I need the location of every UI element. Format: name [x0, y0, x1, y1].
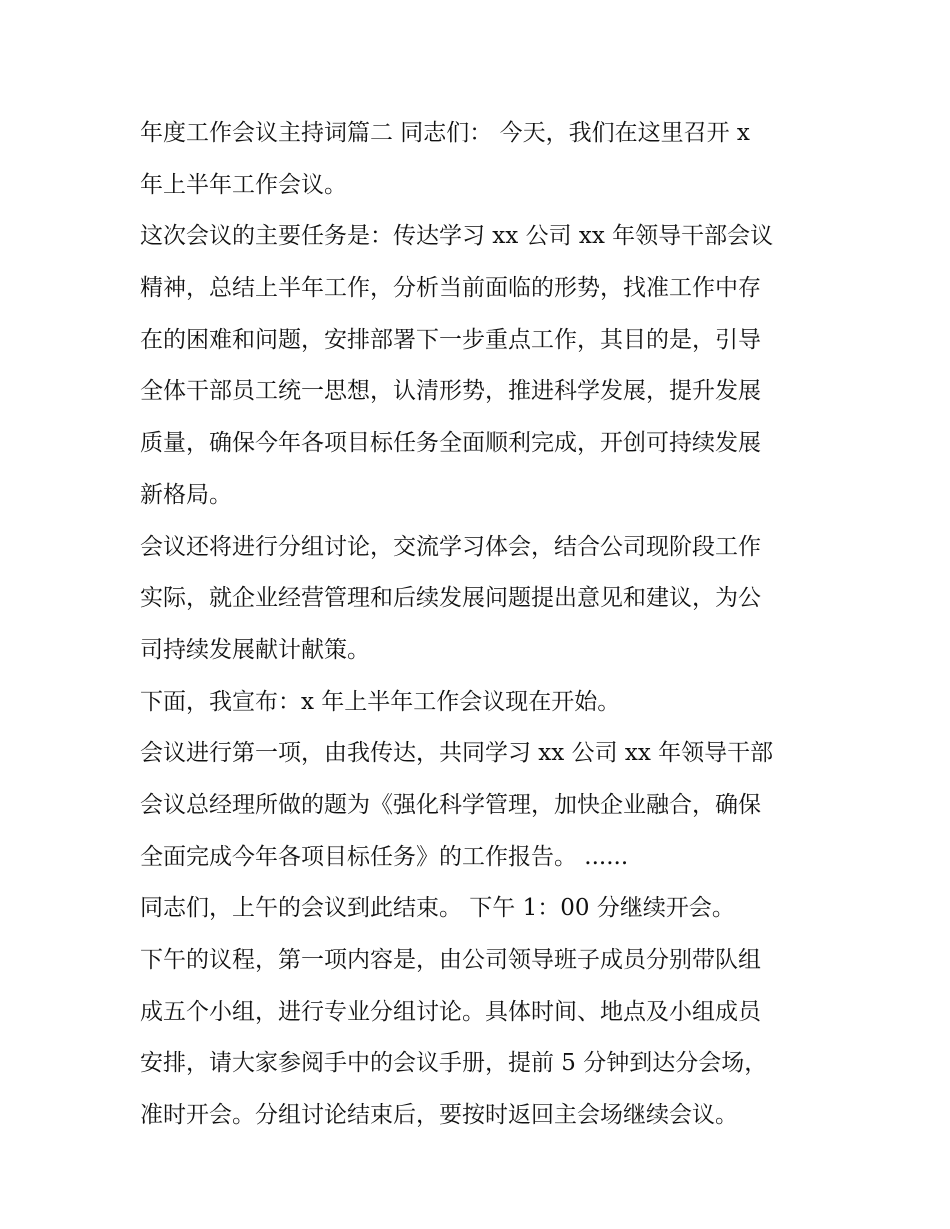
text-line: 年上半年工作会议。	[140, 171, 347, 198]
text-line: 这次会议的主要任务是：传达学习 xx 公司 xx 年领导干部会议	[140, 223, 774, 250]
text-line: 新格局。	[140, 481, 232, 508]
text-line: 实际，就企业经营管理和后续发展问题提出意见和建议，为公	[140, 585, 761, 612]
text-line: 司持续发展献计献策。	[140, 636, 370, 663]
text-line: 年度工作会议主持词篇二 同志们： 今天，我们在这里召开 x	[140, 120, 750, 146]
text-line: 成五个小组，进行专业分组讨论。具体时间、地点及小组成员	[140, 998, 761, 1025]
text-line: 安排，请大家参阅手中的会议手册，提前 5 分钟到达分会场，	[140, 1050, 768, 1077]
text-line: 精神，总结上半年工作，分析当前面临的形势，找准工作中存	[140, 275, 761, 302]
document-body	[140, 108, 820, 1142]
text-line: 准时开会。分组讨论结束后，要按时返回主会场继续会议。	[140, 1102, 738, 1129]
text-line: 会议还将进行分组讨论，交流学习体会，结合公司现阶段工作	[140, 533, 761, 560]
text-line: 下面，我宣布：x 年上半年工作会议现在开始。	[140, 688, 621, 715]
text-line: 会议进行第一项，由我传达，共同学习 xx 公司 xx 年领导干部	[140, 740, 774, 767]
text-line: 会议总经理所做的题为《强化科学管理，加快企业融合，确保	[140, 791, 761, 818]
text-line: 下午的议程，第一项内容是，由公司领导班子成员分别带队组	[140, 947, 761, 973]
text-line: 质量，确保今年各项目标任务全面顺利完成，开创可持续发展	[140, 430, 761, 457]
text-line: 同志们，上午的会议到此结束。 下午 1：00 分继续开会。	[140, 895, 735, 922]
text-line: 在的困难和问题，安排部署下一步重点工作，其目的是，引导	[140, 326, 761, 353]
text-line: 全体干部员工统一思想，认清形势，推进科学发展，提升发展	[140, 378, 761, 405]
text-line: 全面完成今年各项目标任务》的工作报告。 ......	[140, 843, 629, 870]
